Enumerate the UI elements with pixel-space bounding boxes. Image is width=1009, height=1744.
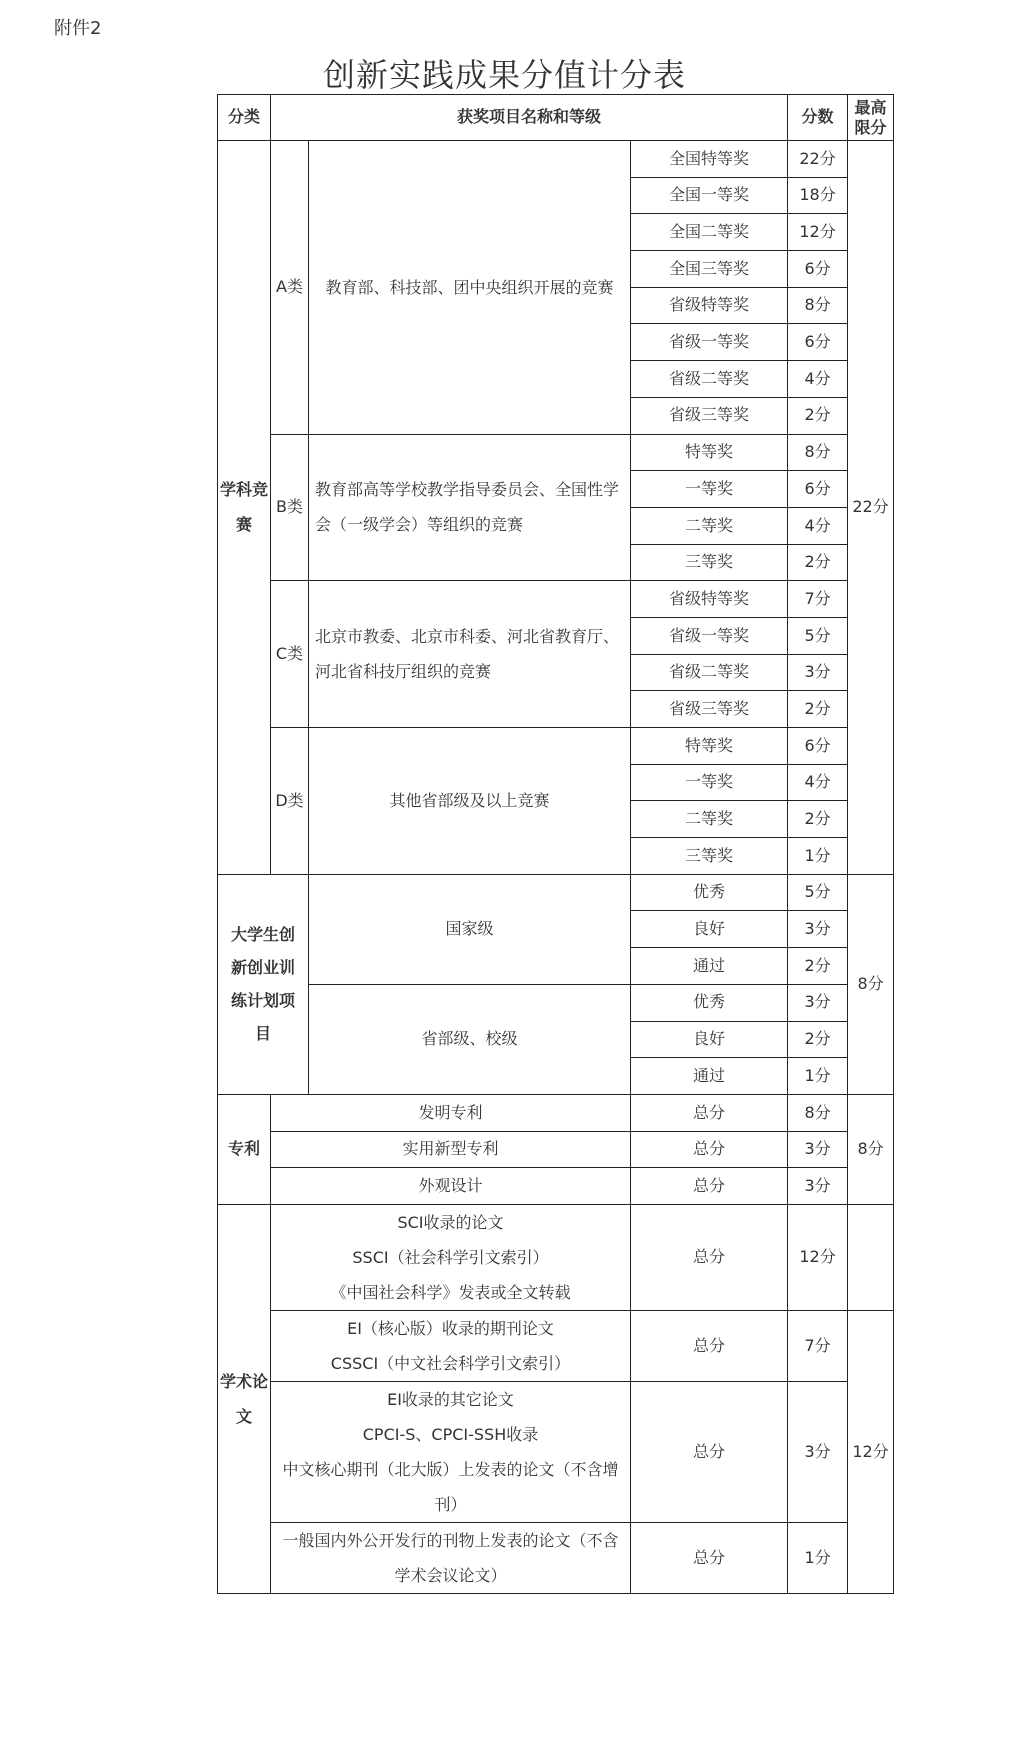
innovation-score: 5分	[788, 874, 848, 911]
paper-item-line: SSCI（社会科学引文索引）	[352, 1247, 549, 1267]
paper-score: 1分	[788, 1522, 848, 1593]
innovation-grade: 良好	[631, 1021, 788, 1058]
patent-level: 总分	[631, 1094, 788, 1131]
award-score: 3分	[788, 654, 848, 691]
innovation-grade: 优秀	[631, 984, 788, 1021]
award-level: 省级三等奖	[631, 691, 788, 728]
score-table-body	[218, 95, 894, 1594]
paper-level: 总分	[631, 1381, 788, 1522]
page-title: 创新实践成果分值计分表	[322, 56, 686, 94]
competition-class: A类	[271, 141, 309, 435]
award-level: 一等奖	[631, 471, 788, 508]
paper-item-line: 一般国内外公开发行的刊物上发表的论文（不含	[282, 1530, 619, 1550]
award-level: 省级二等奖	[631, 654, 788, 691]
innovation-grade: 良好	[631, 911, 788, 948]
competition-class: D类	[271, 728, 309, 875]
award-level: 省级三等奖	[631, 397, 788, 434]
award-level: 特等奖	[631, 728, 788, 765]
award-level: 三等奖	[631, 544, 788, 581]
patent-level: 总分	[631, 1131, 788, 1168]
patent-category: 专利	[218, 1094, 271, 1204]
patent-item: 实用新型专利	[271, 1131, 631, 1168]
award-level: 特等奖	[631, 434, 788, 471]
award-score: 8分	[788, 434, 848, 471]
paper-item-line: EI（核心版）收录的期刊论文	[347, 1318, 554, 1338]
paper-score: 7分	[788, 1310, 848, 1381]
paper-item-line: 中文核心期刊（北大版）上发表的论文（不含增	[282, 1459, 619, 1479]
competition-category: 学科竞赛	[218, 141, 271, 875]
award-score: 2分	[788, 397, 848, 434]
award-score: 1分	[788, 838, 848, 875]
award-level: 全国二等奖	[631, 214, 788, 251]
paper-category: 学术论文	[218, 1204, 271, 1593]
innovation-max: 8分	[848, 874, 894, 1094]
award-level: 全国三等奖	[631, 251, 788, 288]
competition-class: B类	[271, 434, 309, 581]
award-score: 4分	[788, 361, 848, 398]
award-score: 7分	[788, 581, 848, 618]
competition-row	[218, 141, 894, 178]
award-score: 5分	[788, 617, 848, 654]
paper-max-top	[848, 1204, 894, 1310]
patent-item: 外观设计	[271, 1168, 631, 1205]
award-score: 6分	[788, 471, 848, 508]
innovation-score: 3分	[788, 911, 848, 948]
patent-score: 3分	[788, 1168, 848, 1205]
award-score: 4分	[788, 764, 848, 801]
paper-items	[271, 1310, 631, 1381]
paper-items	[271, 1522, 631, 1593]
paper-item-line: 《中国社会科学》发表或全文转载	[330, 1282, 571, 1302]
award-level: 全国一等奖	[631, 177, 788, 214]
award-score: 6分	[788, 251, 848, 288]
header-score: 分数	[788, 95, 848, 141]
award-level: 省级特等奖	[631, 287, 788, 324]
award-score: 6分	[788, 324, 848, 361]
attachment-label: 附件2	[54, 18, 102, 39]
competition-class: C类	[271, 581, 309, 728]
paper-row	[218, 1522, 894, 1593]
award-score: 8分	[788, 287, 848, 324]
award-level: 三等奖	[631, 838, 788, 875]
patent-score: 3分	[788, 1131, 848, 1168]
competition-row	[218, 728, 894, 765]
paper-level: 总分	[631, 1310, 788, 1381]
competition-max: 22分	[848, 141, 894, 875]
competition-desc: 北京市教委、北京市科委、河北省教育厅、河北省科技厅组织的竞赛	[309, 581, 631, 728]
award-level: 二等奖	[631, 801, 788, 838]
competition-desc: 其他省部级及以上竞赛	[309, 728, 631, 875]
patent-level: 总分	[631, 1168, 788, 1205]
innovation-category: 大学生创新创业训练计划项目	[218, 874, 309, 1094]
paper-score: 3分	[788, 1381, 848, 1522]
paper-item-line: EI收录的其它论文	[387, 1389, 514, 1409]
patent-row	[218, 1131, 894, 1168]
header-max: 最高限分	[848, 95, 894, 141]
innovation-score: 2分	[788, 1021, 848, 1058]
patent-row	[218, 1094, 894, 1131]
innovation-score: 2分	[788, 948, 848, 985]
award-score: 2分	[788, 801, 848, 838]
competition-desc: 教育部高等学校教学指导委员会、全国性学会（一级学会）等组织的竞赛	[309, 434, 631, 581]
patent-row	[218, 1168, 894, 1205]
innovation-grade: 通过	[631, 1058, 788, 1095]
paper-item-line: CSSCI（中文社会科学引文索引）	[330, 1353, 571, 1373]
paper-score: 12分	[788, 1204, 848, 1310]
competition-desc: 教育部、科技部、团中央组织开展的竞赛	[309, 141, 631, 435]
paper-item-line: SCI收录的论文	[397, 1212, 504, 1232]
paper-item-line: CPCI-S、CPCI-SSH收录	[362, 1424, 539, 1444]
paper-items	[271, 1381, 631, 1522]
award-level: 省级二等奖	[631, 361, 788, 398]
patent-max: 8分	[848, 1094, 894, 1204]
paper-level: 总分	[631, 1522, 788, 1593]
award-level: 省级一等奖	[631, 617, 788, 654]
paper-max: 12分	[848, 1310, 894, 1593]
award-level: 一等奖	[631, 764, 788, 801]
paper-items	[271, 1204, 631, 1310]
header-category: 分类	[218, 95, 271, 141]
innovation-score: 3分	[788, 984, 848, 1021]
award-level: 省级特等奖	[631, 581, 788, 618]
award-score: 2分	[788, 691, 848, 728]
patent-score: 8分	[788, 1094, 848, 1131]
innovation-score: 1分	[788, 1058, 848, 1095]
award-level: 省级一等奖	[631, 324, 788, 361]
award-score: 6分	[788, 728, 848, 765]
innovation-grade: 优秀	[631, 874, 788, 911]
paper-level: 总分	[631, 1204, 788, 1310]
innovation-level-desc: 省部级、校级	[309, 984, 631, 1094]
paper-item-line: 学术会议论文）	[394, 1565, 507, 1585]
competition-row	[218, 434, 894, 471]
award-score: 2分	[788, 544, 848, 581]
award-score: 22分	[788, 141, 848, 178]
award-level: 二等奖	[631, 507, 788, 544]
header-item: 获奖项目名称和等级	[271, 95, 788, 141]
patent-item: 发明专利	[271, 1094, 631, 1131]
score-table	[217, 94, 894, 1594]
header-row	[218, 95, 894, 141]
award-score: 12分	[788, 214, 848, 251]
innovation-level-desc: 国家级	[309, 874, 631, 984]
award-score: 18分	[788, 177, 848, 214]
paper-row	[218, 1381, 894, 1522]
paper-row	[218, 1204, 894, 1310]
innovation-row	[218, 874, 894, 911]
award-score: 4分	[788, 507, 848, 544]
paper-item-line: 刊）	[434, 1494, 467, 1514]
award-level: 全国特等奖	[631, 141, 788, 178]
innovation-grade: 通过	[631, 948, 788, 985]
paper-row	[218, 1310, 894, 1381]
innovation-row	[218, 984, 894, 1021]
competition-row	[218, 581, 894, 618]
